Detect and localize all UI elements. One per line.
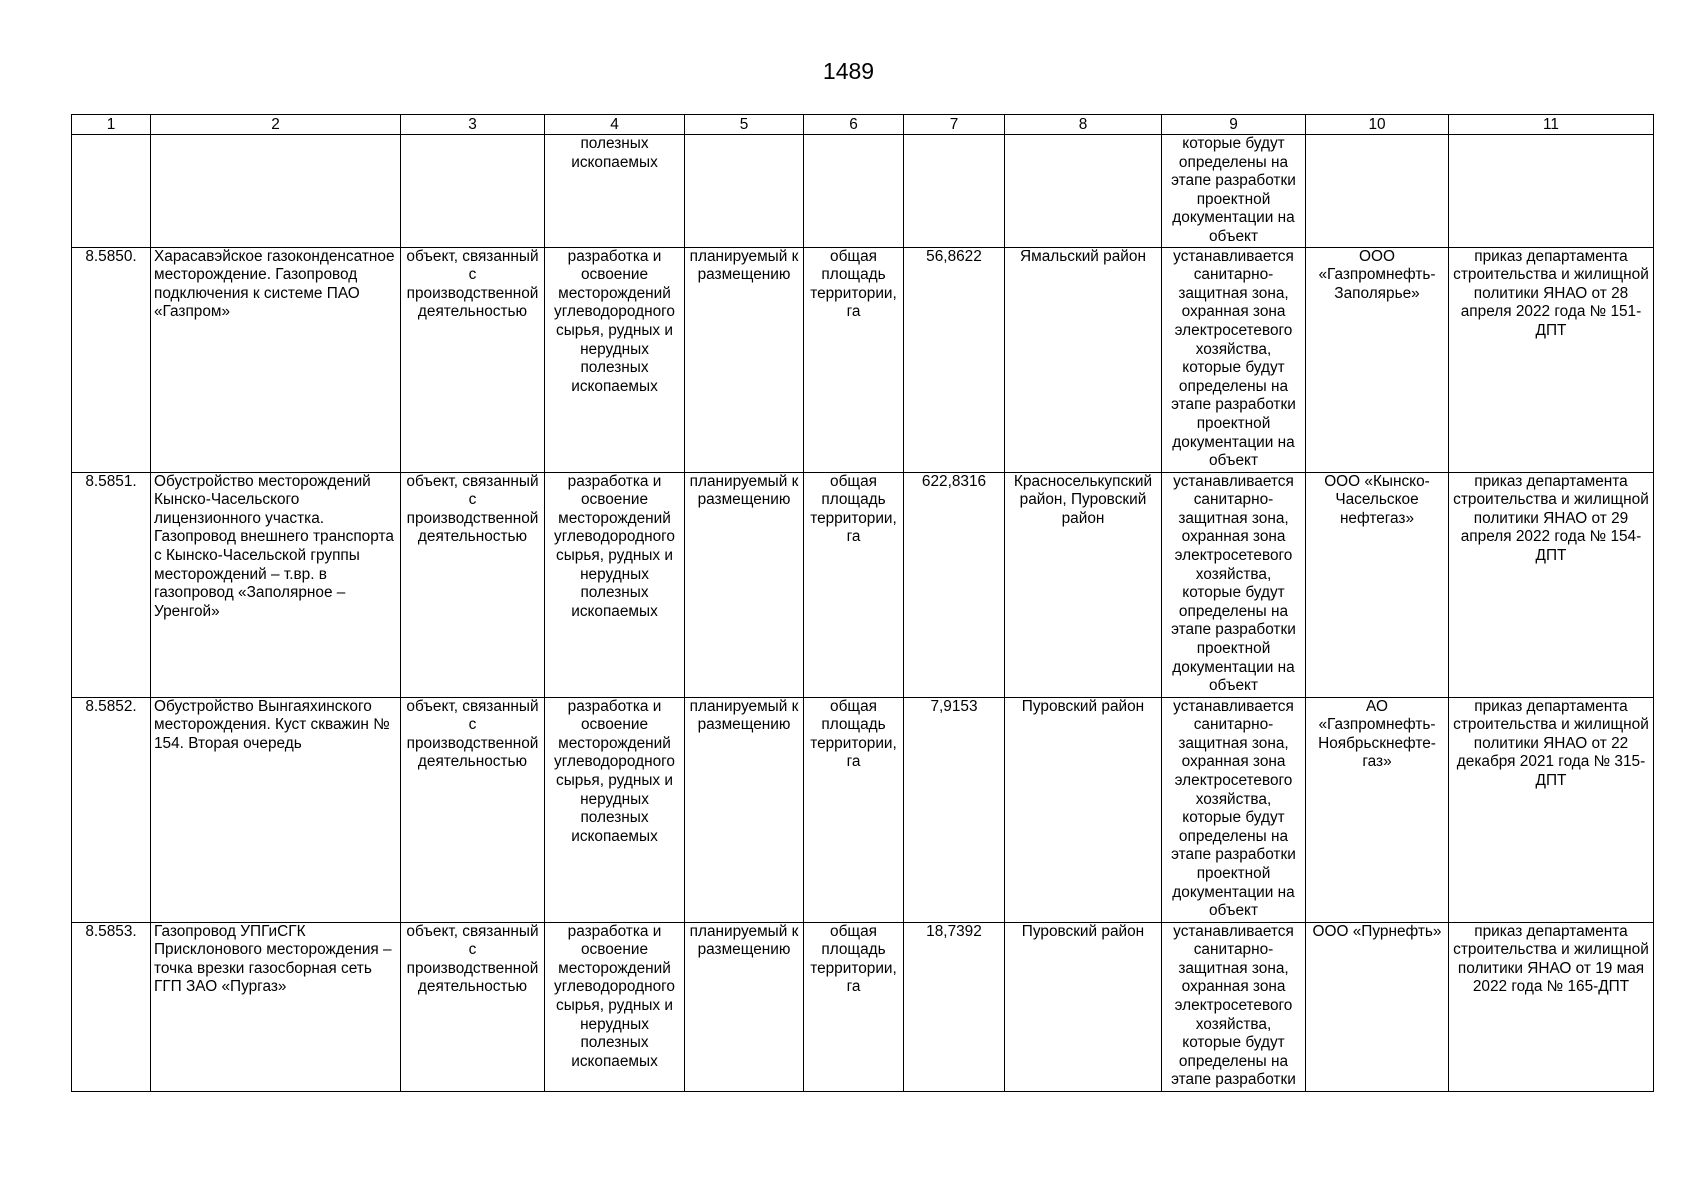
column-number: 4 xyxy=(545,115,685,135)
column-number: 8 xyxy=(1005,115,1162,135)
object-type: объект, связанный с производственной деятельностью xyxy=(401,922,545,1091)
object-name: Газопровод УПГиСГК Присклонового месторождения – точка врезки газосборная сеть ГГП ЗАО «Пургаз» xyxy=(151,922,401,1091)
column-number: 5 xyxy=(685,115,804,135)
purpose-cell: полезных ископаемых xyxy=(545,135,685,248)
object-restrictions: устанавливается санитарно-защитная зона, охранная зона электросетевого хозяйства, которые будут определены на этапе разработки xyxy=(1162,922,1306,1091)
empty-cell xyxy=(685,135,804,248)
object-location: Ямальский район xyxy=(1005,247,1162,472)
object-value: 7,9153 xyxy=(904,697,1005,922)
object-restrictions: устанавливается санитарно-защитная зона, охранная зона электросетевого хозяйства, которые будут определены на этапе разработки проектной документации на объект xyxy=(1162,472,1306,697)
column-number: 2 xyxy=(151,115,401,135)
table-row xyxy=(72,922,1654,1091)
empty-cell xyxy=(72,135,151,248)
object-document: приказ департамента строительства и жилищной политики ЯНАО от 28 апреля 2022 года № 151-ДПТ xyxy=(1449,247,1654,472)
object-location: Красноселькупский район, Пуровский район xyxy=(1005,472,1162,697)
empty-cell xyxy=(1449,135,1654,248)
empty-cell xyxy=(804,135,904,248)
column-number: 6 xyxy=(804,115,904,135)
table-row xyxy=(72,247,1654,472)
register-table xyxy=(71,114,1654,1092)
object-characteristic: общая площадь территории, га xyxy=(804,472,904,697)
object-value: 18,7392 xyxy=(904,922,1005,1091)
table-row xyxy=(72,472,1654,697)
empty-cell xyxy=(1306,135,1449,248)
object-type: объект, связанный с производственной деятельностью xyxy=(401,472,545,697)
empty-cell xyxy=(401,135,545,248)
object-characteristic: общая площадь территории, га xyxy=(804,922,904,1091)
object-status: планируемый к размещению xyxy=(685,472,804,697)
object-status: планируемый к размещению xyxy=(685,247,804,472)
empty-cell xyxy=(904,135,1005,248)
object-purpose: разработка и освоение месторождений углеводородного сырья, рудных и нерудных полезных ископаемых xyxy=(545,922,685,1091)
object-purpose: разработка и освоение месторождений углеводородного сырья, рудных и нерудных полезных ископаемых xyxy=(545,247,685,472)
object-owner: ООО «Кынско-Часельское нефтегаз» xyxy=(1306,472,1449,697)
object-status: планируемый к размещению xyxy=(685,697,804,922)
object-restrictions: устанавливается санитарно-защитная зона, охранная зона электросетевого хозяйства, которые будут определены на этапе разработки проектной документации на объект xyxy=(1162,697,1306,922)
object-owner: АО «Газпромнефть-Ноябрьскнефте-газ» xyxy=(1306,697,1449,922)
object-purpose: разработка и освоение месторождений углеводородного сырья, рудных и нерудных полезных ископаемых xyxy=(545,472,685,697)
table-row xyxy=(72,697,1654,922)
empty-cell xyxy=(1005,135,1162,248)
object-name: Харасавэйское газоконденсатное месторождение. Газопровод подключения к системе ПАО «Газпром» xyxy=(151,247,401,472)
column-number: 7 xyxy=(904,115,1005,135)
object-type: объект, связанный с производственной деятельностью xyxy=(401,697,545,922)
row-number: 8.5851. xyxy=(72,472,151,697)
column-number: 11 xyxy=(1449,115,1654,135)
object-name: Обустройство месторождений Кынско-Часельского лицензионного участка. Газопровод внешнего транспорта с Кынско-Часельской группы месторождений – т.вр. в газопровод «Заполярное – Уренгой» xyxy=(151,472,401,697)
column-number: 9 xyxy=(1162,115,1306,135)
object-characteristic: общая площадь территории, га xyxy=(804,697,904,922)
object-value: 622,8316 xyxy=(904,472,1005,697)
column-number-row xyxy=(72,115,1654,135)
restrictions-cell: которые будут определены на этапе разработки проектной документации на объект xyxy=(1162,135,1306,248)
object-document: приказ департамента строительства и жилищной политики ЯНАО от 22 декабря 2021 года № 315-ДПТ xyxy=(1449,697,1654,922)
empty-cell xyxy=(151,135,401,248)
row-number: 8.5853. xyxy=(72,922,151,1091)
object-restrictions: устанавливается санитарно-защитная зона, охранная зона электросетевого хозяйства, которые будут определены на этапе разработки проектной документации на объект xyxy=(1162,247,1306,472)
column-number: 10 xyxy=(1306,115,1449,135)
object-name: Обустройство Вынгаяхинского месторождения. Куст скважин № 154. Вторая очередь xyxy=(151,697,401,922)
object-document: приказ департамента строительства и жилищной политики ЯНАО от 19 мая 2022 года № 165-ДПТ xyxy=(1449,922,1654,1091)
object-value: 56,8622 xyxy=(904,247,1005,472)
object-location: Пуровский район xyxy=(1005,922,1162,1091)
row-number: 8.5852. xyxy=(72,697,151,922)
object-owner: ООО «Газпромнефть-Заполярье» xyxy=(1306,247,1449,472)
object-characteristic: общая площадь территории, га xyxy=(804,247,904,472)
row-number: 8.5850. xyxy=(72,247,151,472)
continuation-row xyxy=(72,135,1654,248)
column-number: 3 xyxy=(401,115,545,135)
object-type: объект, связанный с производственной деятельностью xyxy=(401,247,545,472)
object-purpose: разработка и освоение месторождений углеводородного сырья, рудных и нерудных полезных ископаемых xyxy=(545,697,685,922)
object-status: планируемый к размещению xyxy=(685,922,804,1091)
column-number: 1 xyxy=(72,115,151,135)
object-owner: ООО «Пурнефть» xyxy=(1306,922,1449,1091)
object-document: приказ департамента строительства и жилищной политики ЯНАО от 29 апреля 2022 года № 154-ДПТ xyxy=(1449,472,1654,697)
object-location: Пуровский район xyxy=(1005,697,1162,922)
page-number: 1489 xyxy=(822,58,875,84)
